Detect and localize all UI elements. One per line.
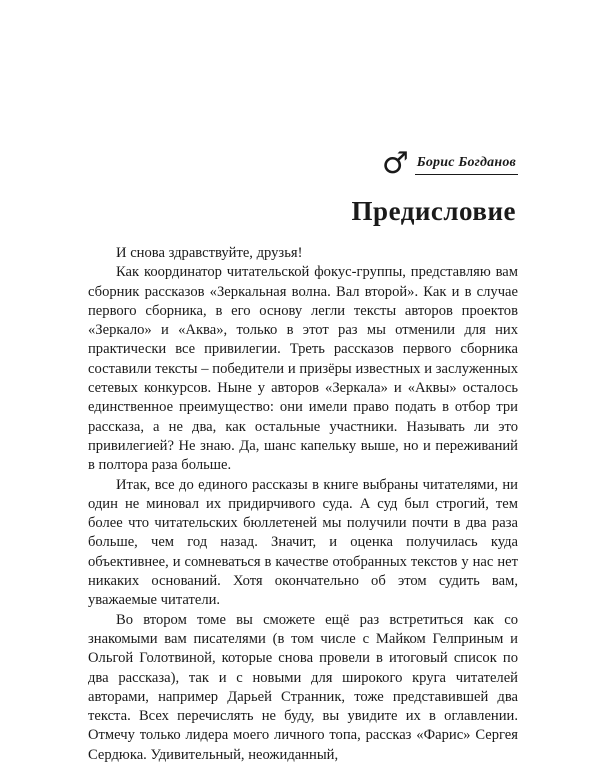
paragraph: Итак, все до единого рассказы в книге выбраны читателями, ни один не миновал их придирчивого суда. А суд был строгий, тем более что читательских бюллетеней мы получили почти в два раза больше, чем год назад. Значит, и оценка получилась куда объективнее, и сомневаться в качестве отобранных текстов у нас нет никаких оснований. Хотя окончательно об этом судить вам, уважаемые читатели. [88, 476, 518, 609]
body-text [88, 244, 518, 765]
paragraph: И снова здравствуйте, друзья! [116, 245, 303, 261]
paragraph: Как координатор читательской фокус-группы, представляю вам сборник рассказов «Зеркальная волна. Вал второй». Как и в случае первого сборника, в его основу легли тексты авторов проектов «Зеркало» и «Аква», только в этот раз мы отменили для них практически все привилегии. Треть рассказов первого сборника составили тексты – победители и призёры известных и заслуженных сетевых конкурсов. Ныне у авторов «Зеркала» и «Аквы» осталось единственное преимущество: они имели право подать в отбор три рассказа, а не два, как остальные участники. Называть ли это привилегией? Не знаю. Да, шанс капельку выше, но и переживаний в полтора раза больше. [88, 264, 518, 474]
male-symbol-icon: ♂ [381, 146, 409, 181]
author-header [381, 145, 518, 181]
author-name-underline [415, 153, 518, 175]
chapter-title: Предисловие [351, 196, 516, 226]
paragraph: Во втором томе вы сможете ещё раз встретиться как со знакомыми вам писателями (в том числе с Майком Гелприным и Ольгой Голотвиной, которые снова провели в итоговый список по два рассказа), так и с новыми для широкого круга читателей авторами, например Дарьей Странник, тоже представившей два текста. Всех перечислять не буду, вы увидите их в оглавлении. Отмечу только лидера моего личного топа, рассказ «Фарис» Сергея Сердюка. Удивительный, неожиданный, [88, 611, 518, 763]
author-name: Борис Богданов [416, 155, 516, 170]
